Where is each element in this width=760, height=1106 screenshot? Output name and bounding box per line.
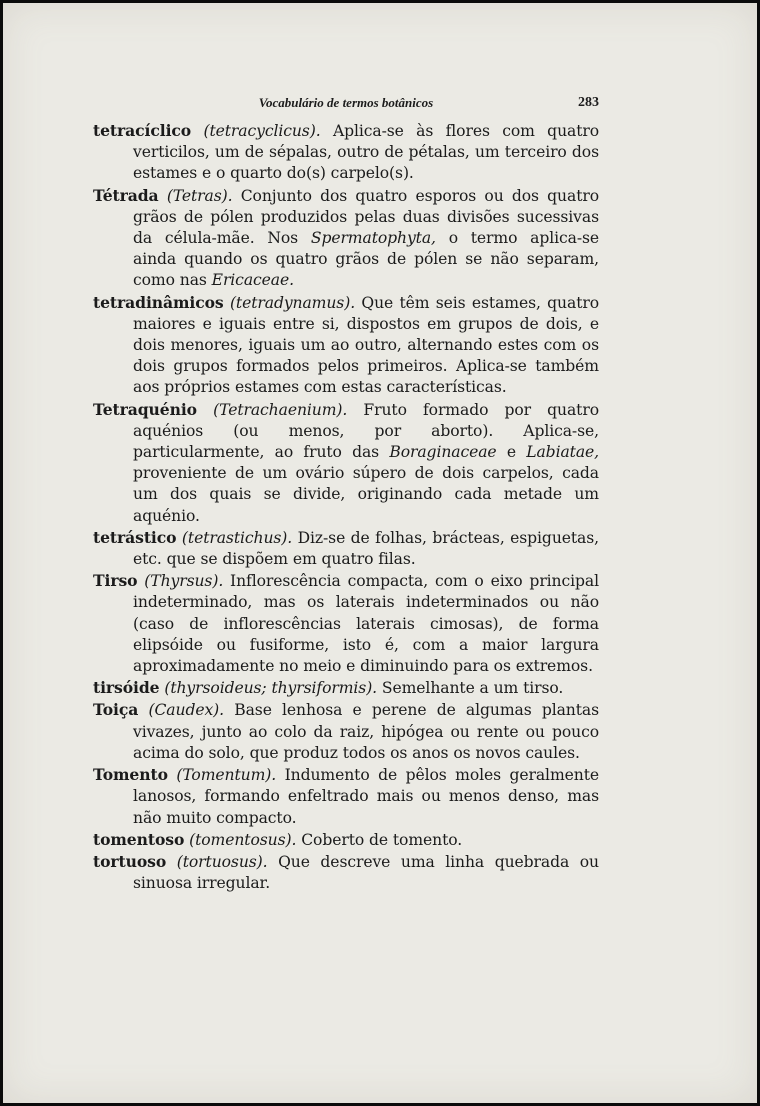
entry-term: tetradinâmicos (93, 292, 224, 312)
entry-definition: Que descreve uma linha quebrada ou sinuosa irregular. (133, 852, 599, 893)
running-title: Vocabulário de termos botânicos (258, 95, 434, 110)
entry-tetrastico (93, 527, 599, 570)
entry-latin-name: (Tetrachaenium). (213, 400, 348, 419)
entry-taxon-name: Boraginaceae (389, 443, 497, 462)
entry-definition: Indumento de pêlos moles geralmente lanosos, formando enfeltrado mais ou menos denso, mas não muito compacto. (133, 766, 599, 827)
entry-taxon-name: Spermatophyta, (310, 229, 436, 248)
glossary-text (93, 120, 599, 894)
entry-latin-name: (Tomentum). (176, 766, 277, 785)
entry-term: tetrástico (93, 527, 177, 547)
entry-tomentoso (93, 829, 599, 851)
entry-definition: Conjunto dos quatro esporos ou dos quatro grãos de pólen produzidos pelas duas divisões sucessivas da célula-mãe. Nos (133, 186, 599, 248)
entry-definition: Fruto formado por quatro aquénios (ou menos, por aborto). Aplica-se, particularmente, ao fruto das (133, 400, 599, 462)
entry-latin-name: (Caudex). (148, 701, 224, 720)
entry-toica (93, 699, 599, 764)
entry-term: Tétrada (93, 185, 159, 205)
entry-taxon-name: Labiatae, (526, 443, 600, 462)
entry-latin-name: (tetradynamus). (229, 293, 356, 312)
entry-definition: Base lenhosa e perene de algumas plantas vivazes, junto ao colo da raiz, hipógea ou rente ou pouco acima do solo, que produz todos os anos os novos caules. (133, 701, 600, 762)
book-page (3, 3, 757, 1103)
entry-definition: Que têm seis estames, quatro maiores e iguais entre si, dispostos em grupos de dois, e dois menores, iguais um ao outro, alternando estes com os dois grupos formados pelos primeiros. Aplica-se também aos próprios estames com estas características. (133, 293, 600, 397)
entry-latin-name: (tetrastichus). (181, 528, 293, 547)
entry-tetradinamicos (93, 292, 599, 399)
entry-definition: Semelhante a um tirso. (381, 679, 564, 698)
entry-tetrada (93, 185, 599, 292)
entry-definition: proveniente de um ovário súpero de dois carpelos, cada um dos quais se divide, originando cada metade um aquénio. (133, 464, 599, 525)
entry-definition: Aplica-se às flores com quatro verticilos, um de sépalas, outro de pétalas, um terceiro dos estames e o quarto do(s) carpelo(s). (133, 122, 600, 183)
entry-term: Tirso (93, 571, 138, 591)
entry-latin-name: (Tetras). (166, 186, 233, 205)
entry-tirso (93, 570, 599, 677)
page-number: 283 (578, 95, 599, 110)
entry-term: tirsóide (93, 678, 160, 698)
entry-tirsoide (93, 677, 599, 699)
entry-latin-name: (Thyrsus). (144, 572, 224, 591)
entry-definition: o termo aplica-se ainda quando os quatro grãos de pólen se não separam, como nas (133, 229, 600, 290)
entry-term: tetracíclico (93, 121, 192, 140)
entry-tortuoso (93, 851, 599, 894)
entry-latin-name: (tortuosus). (176, 852, 268, 871)
entry-tomento (93, 764, 599, 829)
entry-definition: Inflorescência compacta, com o eixo principal indeterminado, mas os laterais indeterminados ou não (caso de inflorescências laterais cimosas), de forma elipsóide ou fusiforme, isto é, com a maior largura aproximadamente no meio e diminuindo para os extremos. (133, 572, 599, 676)
entry-tetraciclico (93, 120, 599, 185)
entry-term: tomentoso (93, 829, 185, 849)
entry-term: tortuoso (93, 851, 167, 871)
entry-latin-name: (tetracyclicus). (203, 122, 321, 140)
entry-latin-name: (tomentosus). (189, 830, 297, 849)
entry-term: Tomento (93, 765, 168, 785)
entry-definition: Diz-se de folhas, brácteas, espiguetas, etc. que se dispõem em quatro filas. (133, 528, 600, 569)
entry-taxon-name: Ericaceae. (211, 271, 294, 290)
entry-term: Tetraquénio (93, 399, 197, 419)
entry-definition: e (506, 443, 516, 462)
entry-term: Toiça (93, 700, 139, 720)
entry-latin-name: (thyrsoideus; thyrsiformis). (164, 679, 378, 698)
entry-tetraquenio (93, 399, 599, 527)
entry-definition: Coberto de tomento. (301, 830, 463, 849)
